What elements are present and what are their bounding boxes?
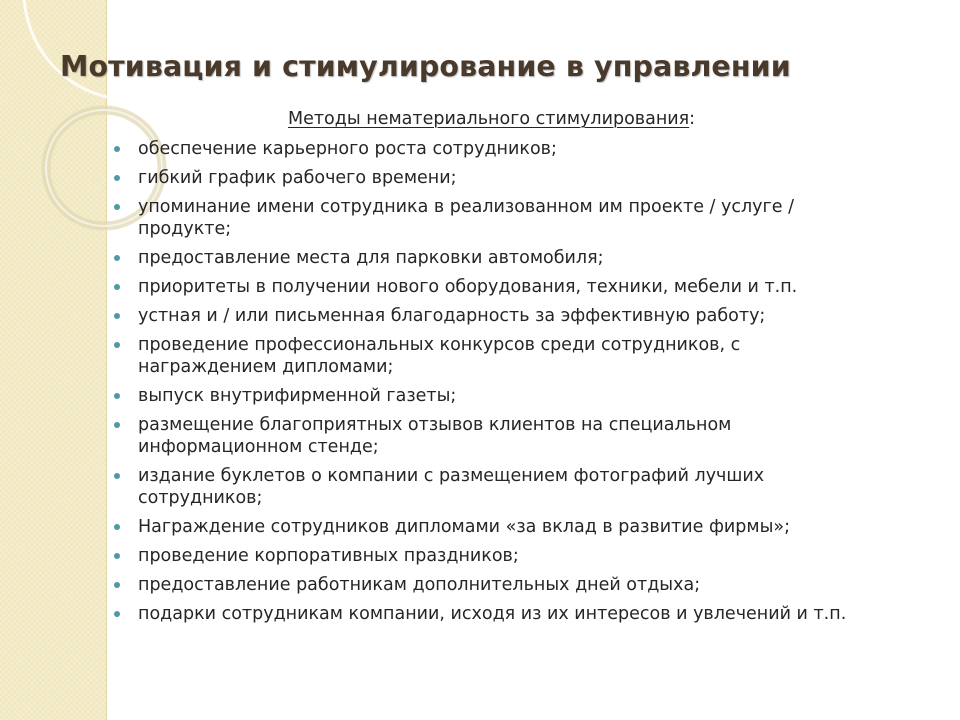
list-item-text: размещение благоприятных отзывов клиентов на специальном информационном стенде; [138,415,732,457]
list-item [114,196,944,240]
bullet-icon [114,146,120,152]
list-item-text: проведение корпоративных праздников; [138,546,519,566]
list-item [114,247,944,269]
list-item-text: предоставление работникам дополнительных дней отдыха; [138,575,701,595]
bullet-icon [114,284,120,290]
subtitle-text: Методы нематериального стимулирования [288,109,690,129]
methods-list [114,138,944,632]
section-subtitle [288,109,695,129]
list-item-text: обеспечение карьерного роста сотрудников; [138,139,557,159]
bullet-icon [114,175,120,181]
bullet-icon [114,255,120,261]
slide-title: Мотивация и стимулирование в управлении [60,50,791,83]
list-item-text: гибкий график рабочего времени; [138,168,457,188]
list-item [114,138,944,160]
bullet-icon [114,393,120,399]
list-item-text: упоминание имени сотрудника в реализованном им проекте / услуге / продукте; [138,197,794,239]
list-item-text: приоритеты в получении нового оборудования, техники, мебели и т.п. [138,277,798,297]
bullet-icon [114,473,120,479]
list-item [114,603,944,625]
list-item [114,334,944,378]
list-item [114,167,944,189]
bullet-icon [114,611,120,617]
list-item-text: проведение профессиональных конкурсов среди сотрудников, с награждением дипломами; [138,335,741,377]
bullet-icon [114,342,120,348]
list-item [114,305,944,327]
bullet-icon [114,422,120,428]
list-item [114,516,944,538]
list-item [114,545,944,567]
list-item-text: устная и / или письменная благодарность за эффективную работу; [138,306,766,326]
bullet-icon [114,553,120,559]
list-item-text: подарки сотрудникам компании, исходя из их интересов и увлечений и т.п. [138,604,847,624]
subtitle-colon: : [689,109,696,129]
bullet-icon [114,582,120,588]
list-item-text: выпуск внутрифирменной газеты; [138,386,457,406]
decorative-side-strip [0,0,107,720]
list-item-text: Награждение сотрудников дипломами «за вклад в развитие фирмы»; [138,517,791,537]
list-item [114,574,944,596]
list-item [114,465,944,509]
list-item-text: предоставление места для парковки автомобиля; [138,248,604,268]
list-item [114,414,944,458]
list-item [114,385,944,407]
bullet-icon [114,313,120,319]
bullet-icon [114,204,120,210]
list-item-text: издание буклетов о компании с размещением фотографий лучших сотрудников; [138,466,765,508]
list-item [114,276,944,298]
bullet-icon [114,524,120,530]
